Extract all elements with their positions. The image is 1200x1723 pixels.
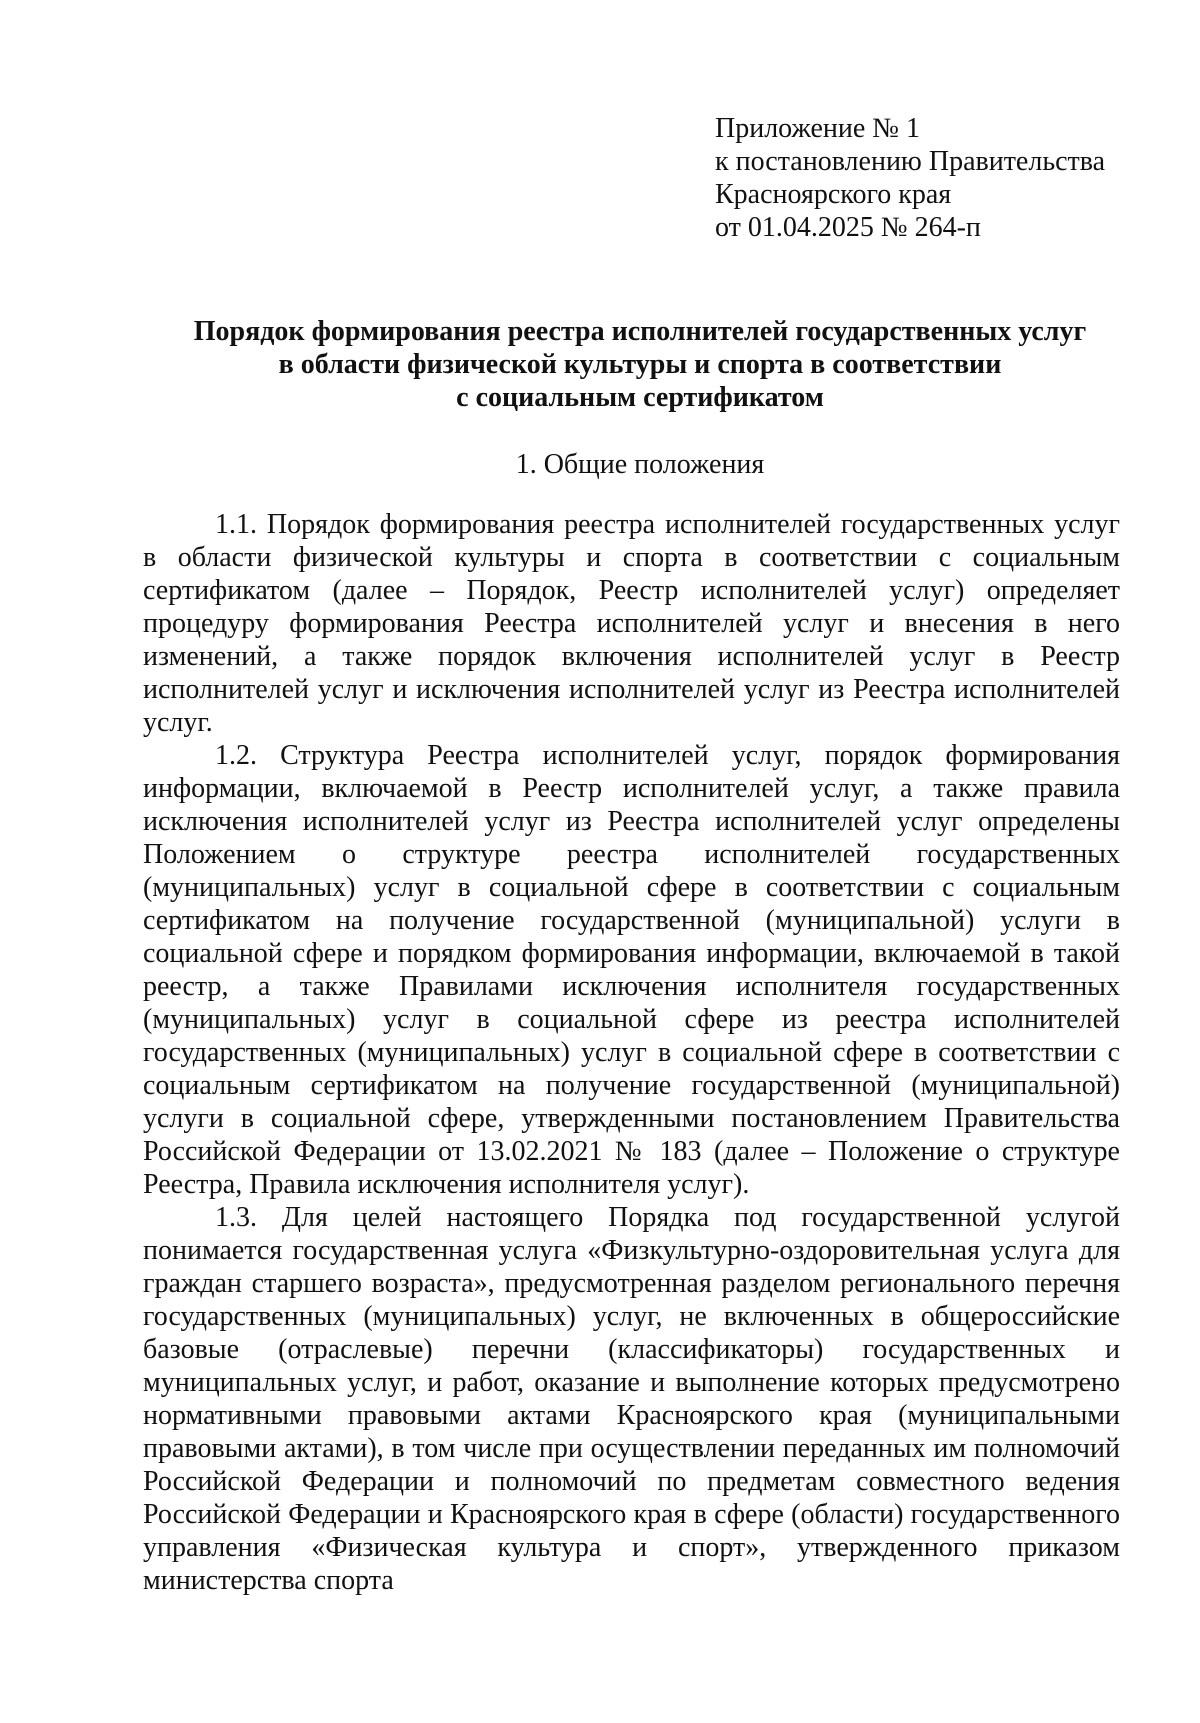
appendix-line-1: Приложение № 1 <box>715 113 920 144</box>
document-title <box>140 315 1140 414</box>
paragraph-1-1: 1.1. Порядок формирования реестра исполнителей государственных услуг в области физической культуры и спорта в соответствии с социальным сертификатом (далее – Порядок, Реестр исполнителей услуг) определяет процедуру формирования Реестра исполнителей услуг и внесения в него изменений, а также порядок включения исполнителей услуг в Реестр исполнителей услуг и исключения исполнителей услуг из Реестра исполнителей услуг. <box>143 509 1120 738</box>
paragraph-1-2: 1.2. Структура Реестра исполнителей услуг, порядок формирования информации, включаемой в Реестр исполнителей услуг, а также правила исключения исполнителей услуг из Реестра исполнителей услуг определены Положением о структуре реестра исполнителей государственных (муниципальных) услуг в социальной сфере в соответствии с социальным сертификатом на получение государственной (муниципальной) услуги в социальной сфере и порядком формирования информации, включаемой в такой реестр, а также Правилами исключения исполнителя государственных (муниципальных) услуг в социальной сфере из реестра исполнителей государственных (муниципальных) услуг в социальной сфере в соответствии с социальным сертификатом на получение государственной (муниципальной) услуги в социальной сфере, утвержденными постановлением Правительства Российской Федерации от 13.02.2021 № 183 (далее – Положение о структуре Реестра, Правила исключения исполнителя услуг). <box>143 740 1120 1200</box>
paragraph-1-3: 1.3. Для целей настоящего Порядка под государственной услугой понимается государственная услуга «Физкультурно-оздоровительная услуга для граждан старшего возраста», предусмотренная разделом регионального перечня государственных (муниципальных) услуг, не включенных в общероссийские базовые (отраслевые) перечни (классификаторы) государственных и муниципальных услуг, и работ, оказание и выполнение которых предусмотрено нормативными правовыми актами Красноярского края (муниципальными правовыми актами), в том числе при осуществлении переданных им полномочий Российской Федерации и полномочий по предметам совместного ведения Российской Федерации и Красноярского края в сфере (области) государственного управления «Физическая культура и спорт», утвержденного приказом министерства спорта <box>143 1202 1120 1596</box>
section-heading: 1. Общие положения <box>515 449 765 480</box>
appendix-line-4: от 01.04.2025 № 264-п <box>715 212 981 243</box>
body-text <box>143 508 1120 1597</box>
appendix-line-3: Красноярского края <box>715 179 952 210</box>
document-title-line-1: Порядок формирования реестра исполнителей государственных услуг <box>193 316 1087 347</box>
document-title-line-3: с социальным сертификатом <box>456 382 824 413</box>
appendix-block <box>715 112 1135 244</box>
document-title-line-2: в области физической культуры и спорта в соответствии <box>278 349 1002 380</box>
appendix-line-2: к постановлению Правительства <box>715 146 1106 177</box>
